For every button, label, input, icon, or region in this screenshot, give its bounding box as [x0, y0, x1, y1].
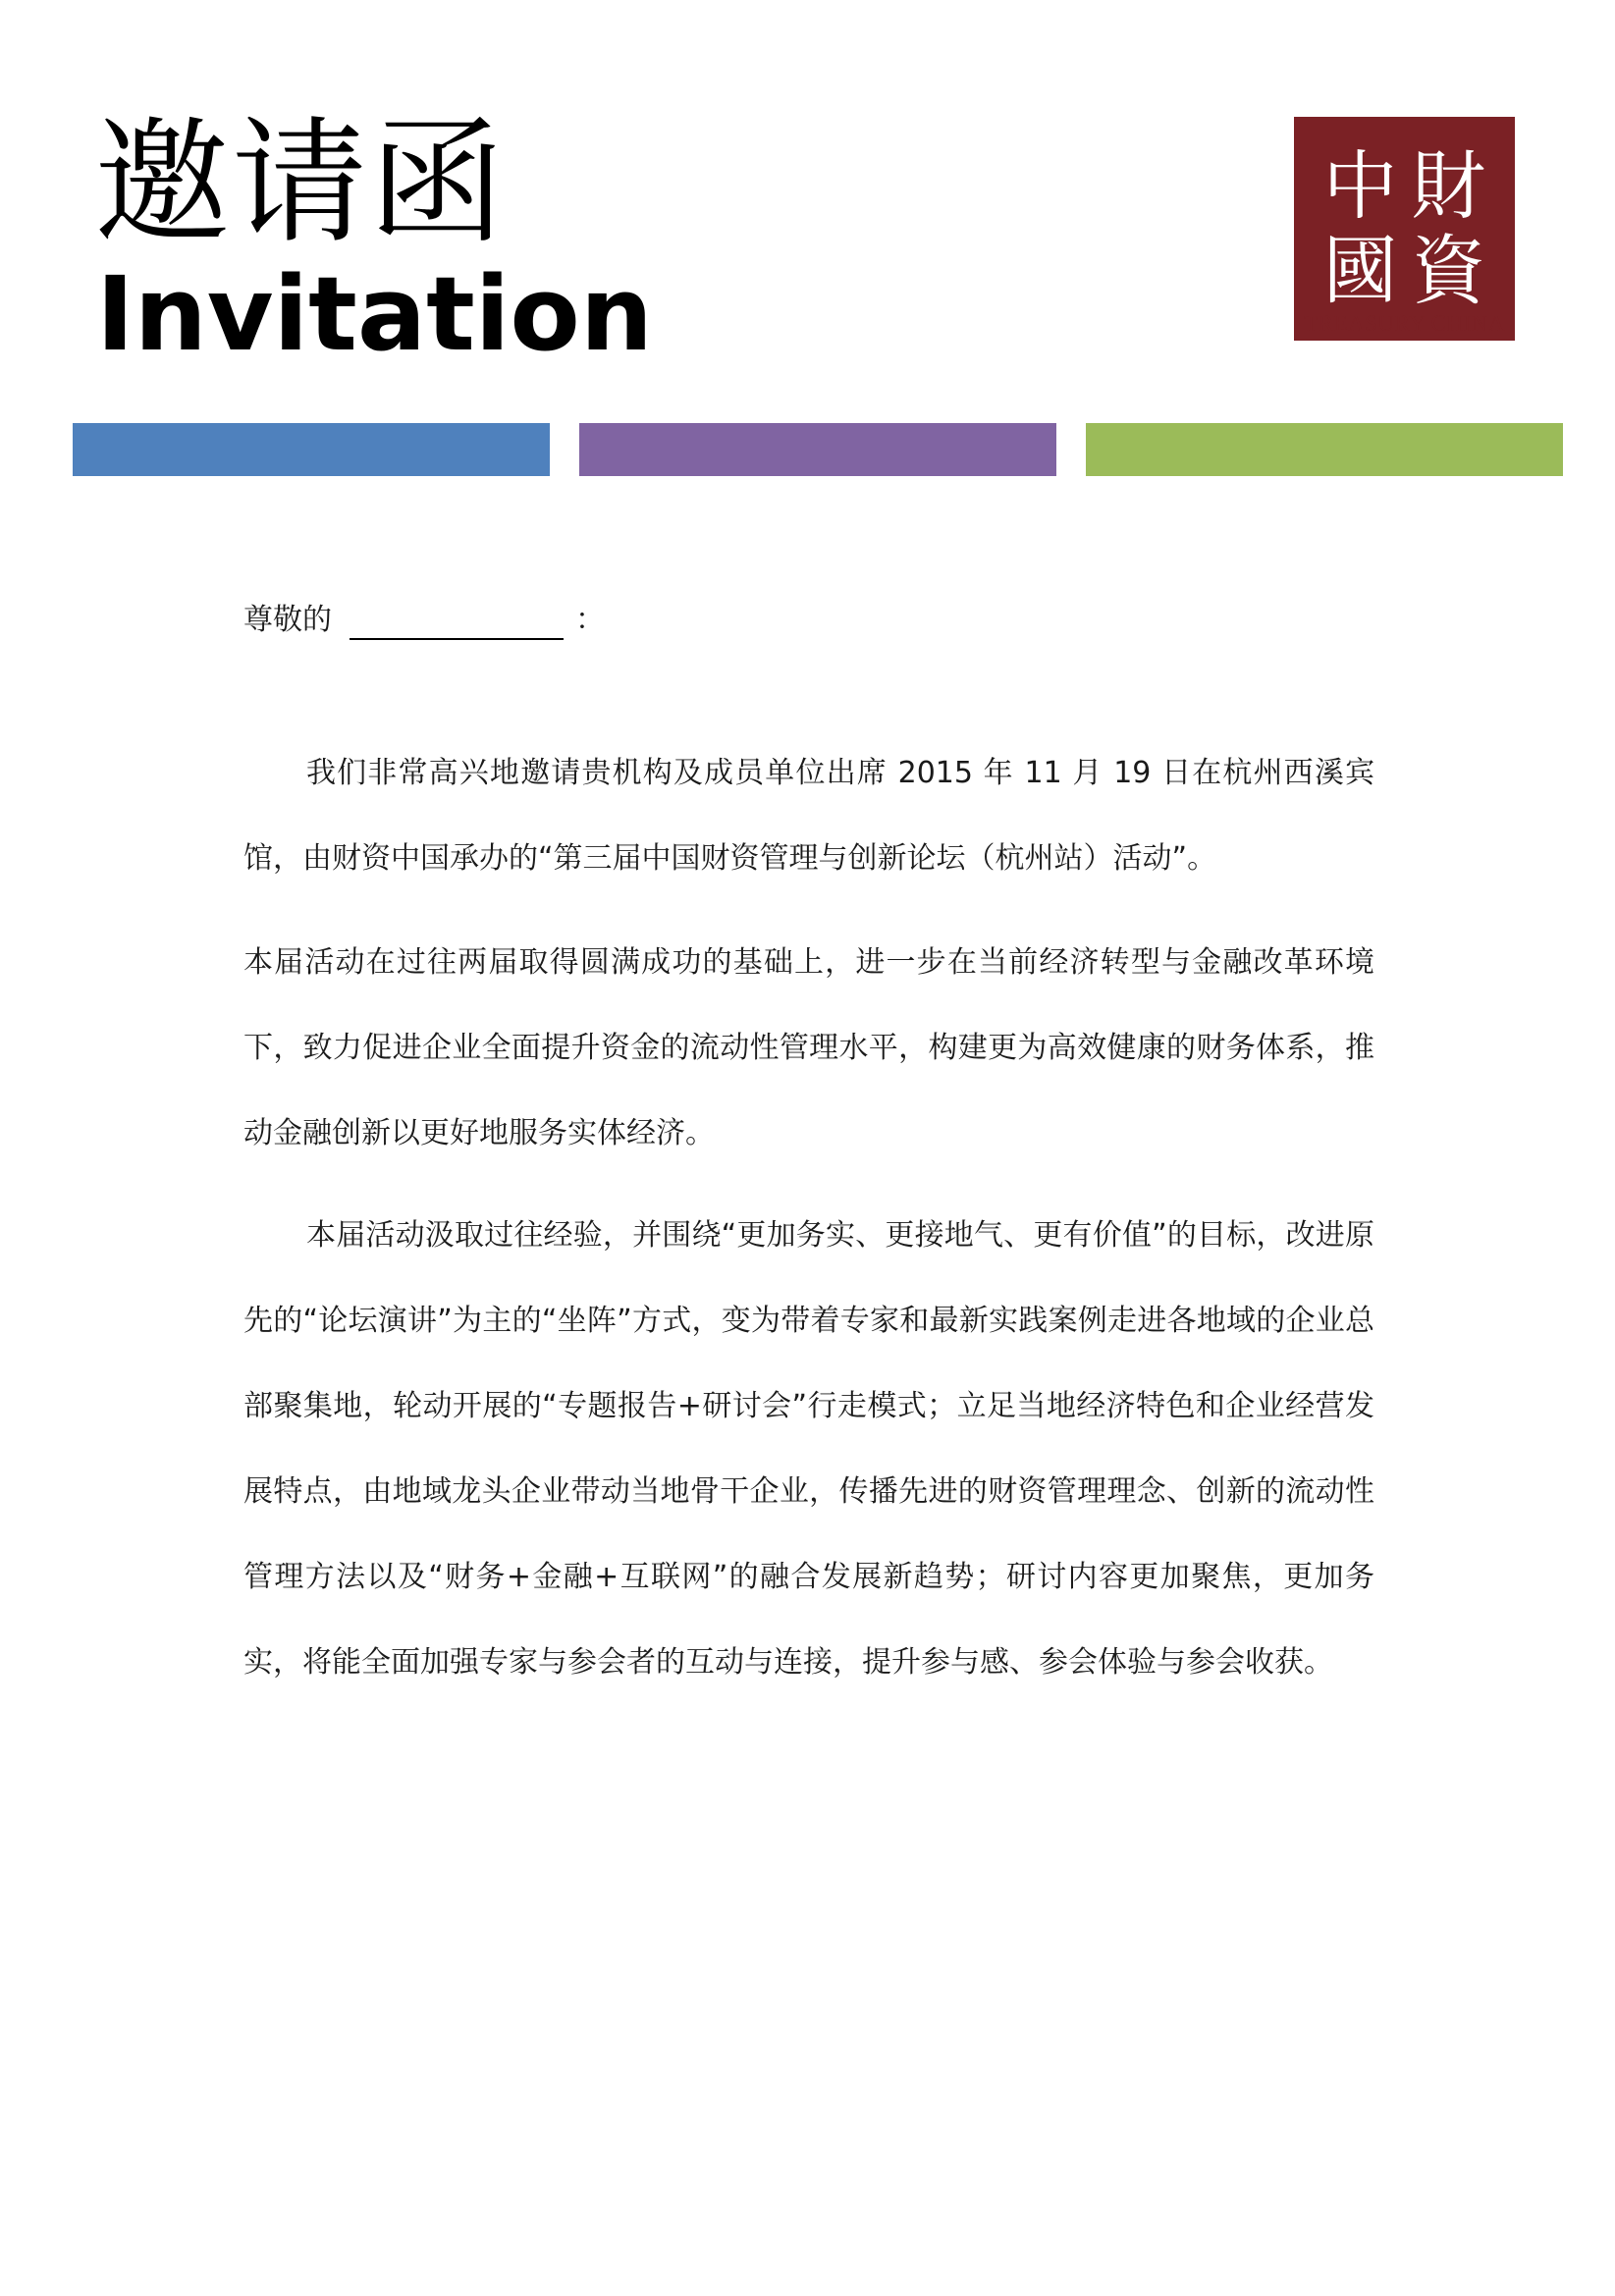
title-chinese: 邀请函 — [94, 104, 508, 262]
logo-char: 國 — [1322, 227, 1398, 314]
paragraph-format: 本届活动汲取过往经验，并围绕“更加务实、更接地气、更有价值”的目标，改进原先的“论坛演讲”为主的“坐阵”方式，变为带着专家和最新实践案例走进各地域的企业总部聚集地，轮动开展的“专题报告+研讨会”行走模式；立足当地经济特色和企业经营发展特点，由地域龙头企业带动当地骨干企业，传播先进的财资管理理念、创新的流动性管理方法以及“财务+金融+互联网”的融合发展新趋势；研讨内容更加聚焦，更加务实，将能全面加强专家与参会者的互动与连接，提升参与感、参会体验与参会收获。 — [243, 1218, 1374, 1680]
logo-caption: TREASURY CHINA — [1304, 311, 1505, 336]
divider-bar-green — [1086, 423, 1563, 476]
logo-char: 財 — [1411, 142, 1486, 230]
title-english: Invitation — [96, 254, 653, 374]
divider-bar-blue — [73, 423, 550, 476]
logo-char: 中 — [1322, 142, 1398, 230]
salutation — [243, 601, 605, 640]
treasury-china-logo — [1294, 117, 1515, 341]
recipient-blank — [350, 601, 564, 640]
paragraph-background: 本届活动在过往两届取得圆满成功的基础上，进一步在当前经济转型与金融改革环境下，致力促进企业全面提升资金的流动性管理水平，构建更为高效健康的财务体系，推动金融创新以更好地服务实体经济。 — [243, 945, 1374, 1150]
paragraph-intro: 我们非常高兴地邀请贵机构及成员单位出席 2015 年 11 月 19 日在杭州西溪宾馆，由财资中国承办的“第三届中国财资管理与创新论坛（杭州站）活动”。 — [243, 756, 1374, 876]
divider-bar-purple — [579, 423, 1056, 476]
salutation-prefix: 尊敬的 — [243, 603, 332, 637]
logo-char: 資 — [1411, 227, 1486, 314]
salutation-suffix: ： — [575, 603, 605, 637]
